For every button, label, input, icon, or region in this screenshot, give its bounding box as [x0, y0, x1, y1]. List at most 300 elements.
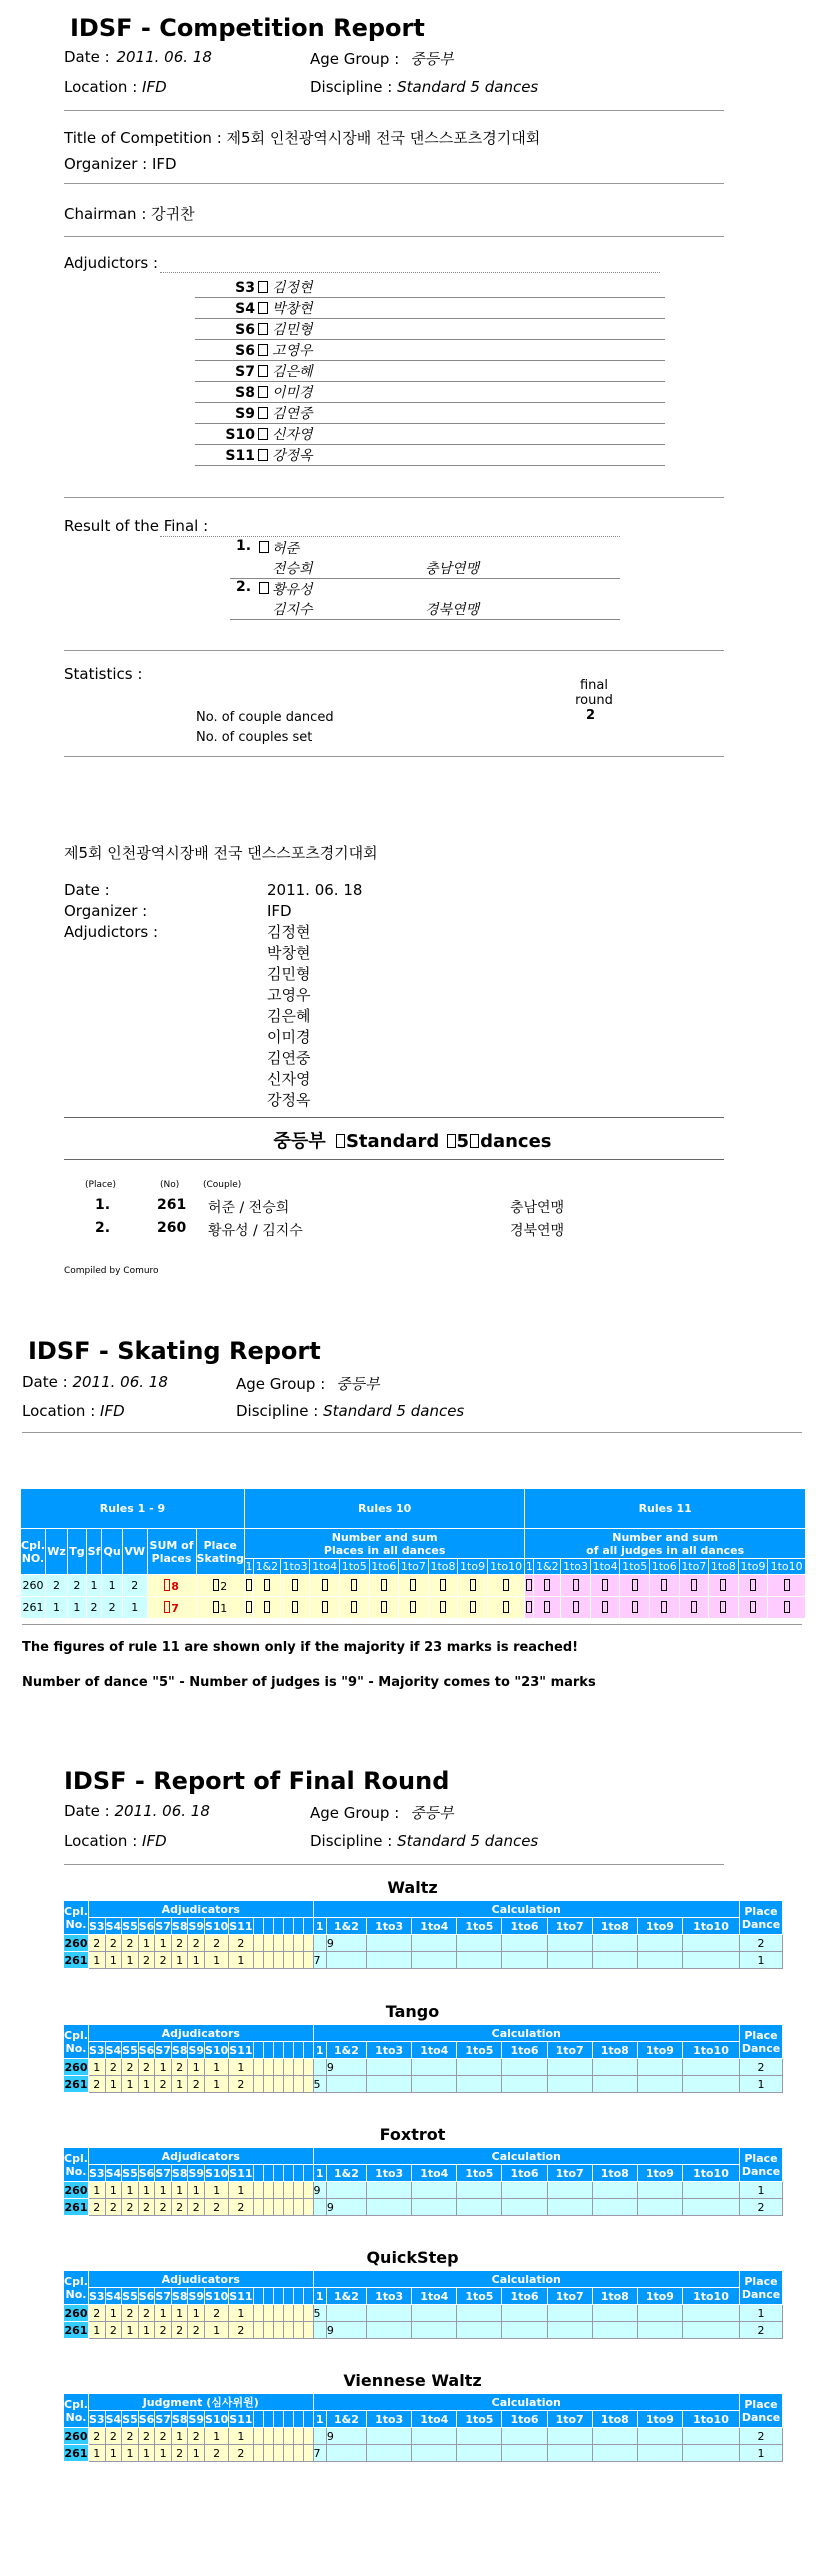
judge-mark: 1: [89, 1952, 106, 1969]
summary-row-couple: 황유성 / 김지수: [208, 1223, 303, 1239]
place-skating-header: Place Skating: [196, 1529, 244, 1575]
place-skating: [196, 1575, 244, 1597]
judge-mark: 1: [89, 2059, 106, 2076]
judge-col-header: S8: [171, 2289, 188, 2303]
judge-mark: 2: [155, 2199, 172, 2216]
location-label: Location :: [64, 78, 138, 96]
chairman-row: [64, 203, 195, 224]
judge-mark: 2: [122, 2059, 139, 2076]
spare-mark: [253, 1935, 263, 1952]
rule10-cell: [458, 1575, 488, 1597]
judge-mark: 1: [171, 1952, 188, 1969]
table-subheader-row: [64, 1918, 783, 1935]
rule11-cell: [590, 1597, 620, 1619]
calc-cell: [682, 2059, 739, 2076]
rule-col-header: 1: [525, 1560, 533, 1573]
summary-row-no: 261: [157, 1197, 187, 1213]
result-leader: 허준: [272, 541, 300, 557]
box-icon: [691, 1601, 697, 1613]
adjudicator-code: S8: [235, 385, 255, 401]
spare-col-header: [273, 1918, 283, 1935]
judge-col-header: S8: [171, 2043, 188, 2057]
adjudicator-row: [195, 403, 665, 424]
spare-mark: [283, 2199, 293, 2216]
box-icon: [164, 1579, 170, 1591]
calc-cell: [637, 2059, 682, 2076]
judge-col-header: S3: [89, 2166, 105, 2180]
summary-adjudicator: 신자영: [267, 1070, 311, 1088]
rule10-cell: [399, 1597, 429, 1619]
box-icon: [213, 1601, 219, 1613]
box-icon: [259, 541, 269, 553]
dance-table: [63, 2393, 783, 2462]
box-icon: [322, 1601, 328, 1613]
spare-mark: [303, 2445, 313, 2462]
rule-col-header: 1to7: [679, 1559, 709, 1575]
rule10-cell: [254, 1597, 281, 1619]
dance-col-header: Tg: [68, 1529, 87, 1575]
judge-mark: 1: [155, 2445, 172, 2462]
dance-row: [64, 2059, 783, 2076]
judge-col-header: S9: [188, 1919, 205, 1933]
judge-mark: 2: [188, 2322, 205, 2339]
box-icon: [351, 1601, 357, 1613]
summary-date-label: Date :: [64, 881, 110, 899]
box-icon: [164, 1601, 170, 1613]
spare-mark: [303, 2322, 313, 2339]
box-icon: [526, 1579, 532, 1591]
judge-mark: 1: [89, 2445, 106, 2462]
calc-cell: [412, 2199, 457, 2216]
calc-1: 7: [313, 2445, 326, 2462]
calc-col-header: 1to9: [637, 2411, 682, 2428]
judge-mark: 1: [171, 2076, 188, 2093]
date-value: 2011. 06. 18: [114, 1802, 210, 1820]
spare-mark: [263, 2059, 273, 2076]
spare-mark: [253, 2428, 263, 2445]
spare-col-header: [263, 2042, 273, 2059]
divider: [160, 536, 620, 537]
discipline-value: Standard 5 dances: [397, 1832, 539, 1850]
judge-mark: 2: [89, 1935, 106, 1952]
box-icon: [691, 1579, 697, 1591]
spare-mark: [263, 2322, 273, 2339]
age-group-row: [310, 48, 454, 69]
judge-col-header: S5: [122, 2289, 138, 2303]
rule11-cell: [709, 1597, 739, 1619]
judge-col-header: S4: [105, 2166, 122, 2180]
summary-row-club: 충남연맹: [510, 1200, 565, 1216]
spare-col-header: [253, 1918, 263, 1935]
adjudicator-code: S4: [235, 301, 255, 317]
date-label: Date :: [22, 1373, 68, 1391]
judge-mark: 1: [138, 2445, 155, 2462]
sk-discipline-row: [236, 1402, 464, 1420]
adjudicator-row: [195, 445, 665, 466]
dance-row: [64, 2428, 783, 2445]
judge-col-header: S5: [122, 1919, 138, 1933]
calc-cell: [547, 2199, 592, 2216]
box-icon: [440, 1579, 446, 1591]
col-place: (Place): [85, 1180, 116, 1190]
title-of-competition-row: [64, 127, 540, 148]
judge-mark: 2: [155, 1952, 172, 1969]
judge-col-header: S10: [205, 2289, 229, 2303]
dance-row: [64, 2076, 783, 2093]
result-partner: 전승희: [272, 561, 313, 577]
calc-cell: [682, 2305, 739, 2322]
cpl-number: 260: [21, 1575, 46, 1597]
calc-col-header: 1to10: [682, 1918, 739, 1935]
calc-cell: [682, 2428, 739, 2445]
calc-cell: [547, 1935, 592, 1952]
calc-col-header: 1to6: [502, 2042, 547, 2059]
calc-cell: [412, 2445, 457, 2462]
judge-mark: 1: [155, 1935, 172, 1952]
divider: [64, 497, 724, 498]
calc-cell: [367, 2322, 412, 2339]
rule11-cell: [709, 1575, 739, 1597]
judge-mark: 2: [105, 1935, 122, 1952]
adjudicator-row: [195, 340, 665, 361]
result-club: 경북연맹: [425, 602, 480, 618]
calc-cell: [367, 2428, 412, 2445]
place-dance: 2: [740, 2199, 783, 2216]
spare-mark: [263, 2076, 273, 2093]
summary-row-place: 1.: [95, 1197, 111, 1213]
judge-mark: 2: [229, 2199, 253, 2216]
rule10-cell: [458, 1597, 488, 1619]
calc-cell: [592, 2445, 637, 2462]
judge-mark: 2: [138, 2428, 155, 2445]
calc-cell: [637, 2445, 682, 2462]
calc-cell: [637, 2305, 682, 2322]
dance-row: [64, 2199, 783, 2216]
summary-adjudicator: 이미경: [267, 1028, 311, 1046]
box-icon: [784, 1601, 790, 1613]
rule-col-header: 1to10: [487, 1559, 525, 1575]
rule10-cell: [428, 1575, 458, 1597]
box-icon: [258, 281, 268, 293]
place-value: 2: [220, 1579, 228, 1593]
calc-cell: [637, 1935, 682, 1952]
skating-note-2: Number of dance "5" - Number of judges is "9" - Majority comes to "23" marks: [22, 1675, 596, 1690]
calc-col-header: 1to3: [367, 2411, 412, 2428]
title-of-competition-label: Title of Competition :: [64, 129, 222, 147]
adjudicator-name: 이미경: [272, 385, 313, 401]
spare-col-header: [263, 2165, 273, 2182]
calc-col-header: 1to4: [412, 1918, 457, 1935]
judge-mark: 2: [188, 2428, 205, 2445]
rule10-cell: [369, 1597, 399, 1619]
calc-1: [313, 2428, 326, 2445]
box-icon: [470, 1601, 476, 1613]
spare-mark: [273, 2199, 283, 2216]
box-icon: [544, 1579, 550, 1591]
rule-col-header: 1to5: [620, 1559, 650, 1575]
result-club: 충남연맹: [425, 561, 480, 577]
cpl-number: 261: [64, 2077, 88, 2091]
calc-col-header: 1to5: [457, 2042, 502, 2059]
discipline-value: Standard 5 dances: [397, 78, 539, 96]
spare-mark: [263, 2182, 273, 2199]
rule11-cell: [525, 1597, 534, 1619]
judge-mark: 2: [89, 2199, 106, 2216]
box-icon: [526, 1601, 532, 1613]
result-place: 2.: [236, 579, 252, 595]
adjudicator-code: S10: [225, 427, 255, 443]
location-value: IFD: [142, 1832, 167, 1850]
dance-table: [63, 2024, 783, 2093]
judge-mark: 1: [229, 1952, 253, 1969]
spare-col-header: [303, 2165, 313, 2182]
judge-mark: 2: [205, 2305, 229, 2322]
cpl-no-header: Cpl. NO.: [21, 1529, 46, 1575]
spare-mark: [273, 2445, 283, 2462]
spare-mark: [303, 2059, 313, 2076]
result-place: 1.: [236, 538, 252, 554]
spare-mark: [253, 2322, 263, 2339]
spare-mark: [283, 2445, 293, 2462]
calc-col-header: 1to4: [412, 2288, 457, 2305]
fr-location-row: [64, 1832, 167, 1850]
dance-col-header: Sf: [86, 1529, 102, 1575]
summary-date-value: 2011. 06. 18: [267, 881, 363, 899]
dance-col-header: Qu: [102, 1529, 123, 1575]
calc-cell: [637, 2076, 682, 2093]
place-dance-header: Place Dance: [740, 2271, 783, 2305]
calc-cell: [412, 2428, 457, 2445]
rule10-cell: [487, 1597, 525, 1619]
judge-col-header: S4: [105, 2289, 122, 2303]
rule-col-header: 1to6: [649, 1559, 679, 1575]
box-icon: [720, 1579, 726, 1591]
rule-col-header: 1&2: [534, 1559, 561, 1575]
rule-col-header: 1to4: [590, 1559, 620, 1575]
dance-row: [64, 2322, 783, 2339]
calc-cell: [457, 2322, 502, 2339]
adjudicator-code: S7: [235, 364, 255, 380]
spare-mark: [273, 2322, 283, 2339]
judge-mark: 2: [138, 1952, 155, 1969]
spare-col-header: [253, 2165, 263, 2182]
spare-mark: [293, 1935, 303, 1952]
place-value: 1: [220, 1601, 228, 1615]
box-icon: [573, 1579, 579, 1591]
final-round-header: [570, 678, 618, 708]
rule10-cell: [399, 1575, 429, 1597]
judge-mark: 2: [155, 2322, 172, 2339]
location-value: IFD: [142, 78, 167, 96]
table-header-row: [64, 1901, 783, 1918]
divider: [22, 1432, 802, 1433]
judge-mark: 1: [105, 2305, 122, 2322]
calc-col-header: 1to7: [547, 2042, 592, 2059]
dance-title: QuickStep: [366, 2248, 459, 2267]
box-icon: [322, 1579, 328, 1591]
calc-col-header: 1to7: [547, 2165, 592, 2182]
spare-mark: [293, 2322, 303, 2339]
rules-11-subheader: [525, 1529, 806, 1559]
rule-col-header: 1to9: [738, 1559, 768, 1575]
spare-col-header: [283, 2411, 293, 2428]
heading-age-group: 중등부: [273, 1131, 326, 1152]
calc-cell: [502, 2428, 547, 2445]
box-icon: [258, 386, 268, 398]
box-icon: [264, 1579, 270, 1591]
sum-value: 8: [171, 1579, 179, 1593]
cpl-number: 261: [64, 1953, 88, 1967]
box-icon: [381, 1601, 387, 1613]
judge-col-header: S11: [229, 2412, 253, 2426]
spare-mark: [253, 2182, 263, 2199]
calc-cell: [592, 1952, 637, 1969]
table-subheader-row: [64, 2411, 783, 2428]
spare-mark: [293, 2076, 303, 2093]
calc-col-header: 1: [313, 1918, 326, 1935]
calc-1: [313, 1935, 326, 1952]
place-dance: 1: [740, 2305, 783, 2322]
adjudicator-name: 김은혜: [272, 364, 313, 380]
summary-labels: [64, 880, 158, 943]
calc-cell: [457, 1952, 502, 1969]
calc-col-header: 1to8: [592, 2042, 637, 2059]
location-row: [64, 78, 167, 96]
rule-col-header: 1to9: [458, 1559, 488, 1575]
box-icon: [447, 1134, 456, 1148]
calc-cell: [682, 2182, 739, 2199]
spare-mark: [303, 1952, 313, 1969]
dance-row: [64, 2445, 783, 2462]
judge-mark: 1: [188, 2305, 205, 2322]
calc-col-header: 1to4: [412, 2411, 457, 2428]
calc-cell: [457, 2445, 502, 2462]
spare-col-header: [293, 1918, 303, 1935]
result-label: Result of the Final :: [64, 517, 209, 535]
adjudicator-row: [195, 298, 665, 319]
spare-col-header: [293, 2165, 303, 2182]
judge-mark: 1: [171, 2428, 188, 2445]
judge-mark: 2: [171, 2322, 188, 2339]
calc-cell: [682, 2199, 739, 2216]
judge-col-header: S7: [155, 2412, 171, 2426]
result-partner: 김지수: [272, 602, 313, 618]
judge-col-header: S10: [205, 2412, 229, 2426]
sum-of-places: [147, 1597, 196, 1619]
calc-col-header: 1: [313, 2288, 326, 2305]
box-icon: [246, 1601, 252, 1613]
final-round-title: IDSF - Report of Final Round: [64, 1767, 450, 1795]
judge-mark: 2: [229, 2076, 253, 2093]
judge-mark: 2: [105, 2059, 122, 2076]
box-icon: [602, 1601, 608, 1613]
box-icon: [632, 1579, 638, 1591]
calc-cell: [547, 2059, 592, 2076]
judge-mark: 2: [229, 1935, 253, 1952]
judge-mark: 2: [188, 2199, 205, 2216]
calc-cell: [682, 1952, 739, 1969]
box-icon: [351, 1579, 357, 1591]
spare-mark: [283, 2182, 293, 2199]
discipline-label: Discipline :: [310, 78, 393, 96]
cpl-no-header: Cpl. No.: [64, 2025, 89, 2059]
location-label: Location :: [22, 1402, 96, 1420]
spare-mark: [253, 2445, 263, 2462]
calc-col-header: 1&2: [326, 2288, 366, 2305]
judge-mark: 2: [155, 2076, 172, 2093]
rule-col-header: 1to4: [310, 1559, 340, 1575]
calc-cell: [682, 1935, 739, 1952]
calc-cell: [547, 2428, 592, 2445]
judge-mark: 1: [229, 2059, 253, 2076]
spare-mark: [253, 2199, 263, 2216]
adjudicator-row: [195, 319, 665, 340]
rule10-cell: [280, 1575, 310, 1597]
judge-mark: 1: [105, 2182, 122, 2199]
heading-count: 5: [456, 1131, 470, 1152]
adjudicators-label: Adjudictors :: [64, 254, 158, 272]
judge-mark: 1: [122, 2076, 139, 2093]
judge-col-header: S10: [205, 2043, 229, 2057]
judge-col-header: S11: [229, 2289, 253, 2303]
calc-col-header: 1&2: [326, 2042, 366, 2059]
age-group-value: 중등부: [410, 50, 454, 68]
box-icon: [264, 1601, 270, 1613]
judge-col-header: S5: [122, 2166, 138, 2180]
rule10-cell: [339, 1575, 369, 1597]
judge-mark: 1: [105, 2445, 122, 2462]
rule11-cell: [534, 1597, 561, 1619]
rule10-cell: [369, 1575, 399, 1597]
judge-mark: 1: [188, 2445, 205, 2462]
judge-mark: 2: [105, 2199, 122, 2216]
calc-cell: [547, 2182, 592, 2199]
box-icon: [661, 1579, 667, 1591]
calc-1: 5: [313, 2076, 326, 2093]
judge-mark: 2: [155, 2428, 172, 2445]
calc-col-header: 1to9: [637, 2288, 682, 2305]
rule10-cell: [254, 1575, 281, 1597]
adjudicator-name: 신자영: [272, 427, 313, 443]
spare-mark: [293, 2182, 303, 2199]
spare-mark: [283, 2076, 293, 2093]
table-header-row: [64, 2148, 783, 2165]
spare-mark: [303, 2199, 313, 2216]
rule11-cell: [649, 1597, 679, 1619]
rule-col-header: 1: [245, 1560, 253, 1573]
dance-table: [63, 2270, 783, 2339]
calc-cell: [502, 2445, 547, 2462]
spare-col-header: [283, 1918, 293, 1935]
spare-col-header: [303, 1918, 313, 1935]
judge-mark: 2: [205, 1935, 229, 1952]
calc-cell: [547, 2076, 592, 2093]
box-icon: [544, 1601, 550, 1613]
date-value: 2011. 06. 18: [116, 48, 212, 66]
final-label: final: [579, 678, 608, 693]
judge-mark: 2: [171, 2445, 188, 2462]
box-icon: [632, 1601, 638, 1613]
adjudicator-code: S6: [235, 343, 255, 359]
judge-col-header: S9: [188, 2166, 205, 2180]
discipline-row: [310, 78, 538, 96]
adjudicator-name: 김정현: [272, 280, 313, 296]
adjudicator-code: S11: [225, 448, 255, 464]
calc-cell: [412, 2322, 457, 2339]
rules-10-subheader: [244, 1529, 524, 1559]
calc-cell: [682, 2076, 739, 2093]
spare-mark: [273, 2182, 283, 2199]
